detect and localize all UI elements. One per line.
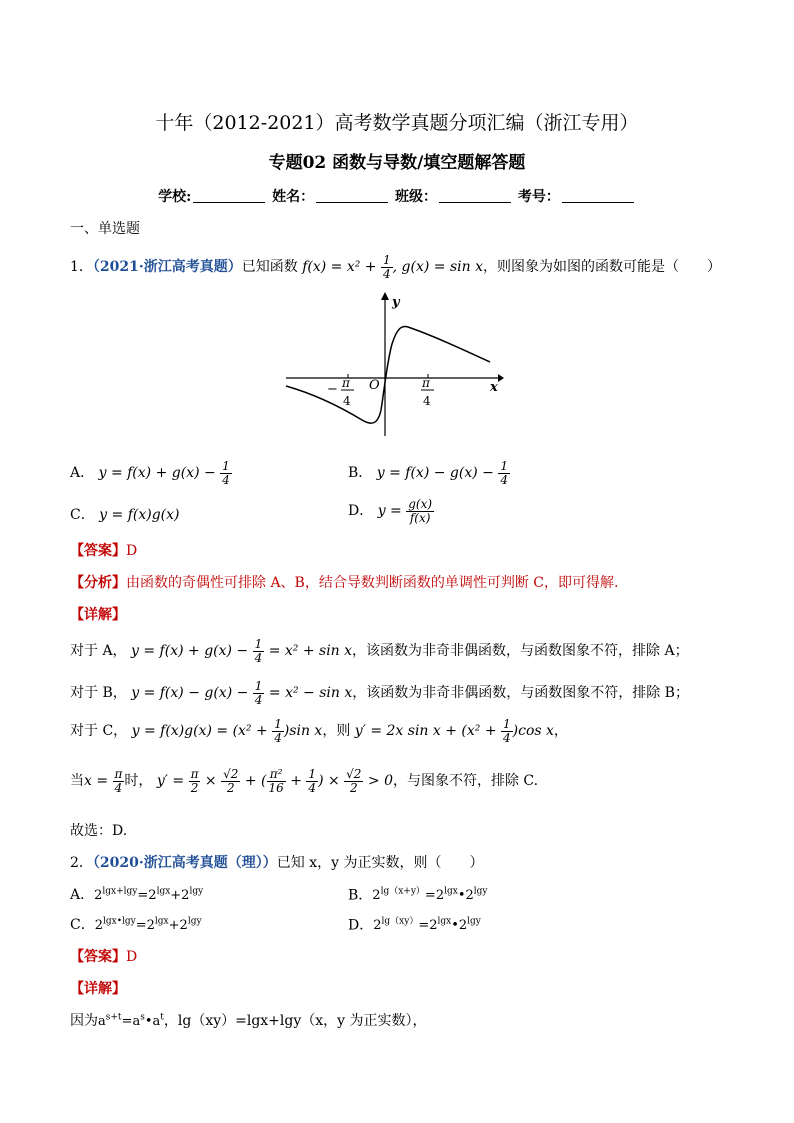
y-axis-label: y bbox=[392, 295, 400, 310]
q1-option-b[interactable]: B． y = f(x) − g(x) − $\frac{1}{4}$ bbox=[348, 459, 508, 487]
name-label: 姓名： bbox=[272, 189, 315, 205]
q2-option-d[interactable]: D．$2^{lg(xy)}=2^{lgx}•2^{lgy}$ bbox=[348, 917, 481, 934]
q1-functions-formula: f(x) = x² + $\frac{1}{4}$ , g(x) = sin x bbox=[302, 253, 483, 281]
id-blank[interactable] bbox=[562, 190, 634, 203]
x-axis-label: x bbox=[490, 380, 498, 395]
q2-answer: 【答案】D bbox=[70, 949, 138, 965]
q1-detail-when: 当x = $\frac{\pi}{4}$ 时， y′ = $\frac{\pi}{2}$ × $\frac{√2}{2}$ + ( $\frac{\text{π²}}{16}$ + $\frac{1}{4}$ ) × $\frac{√2}{2}$ > 0，与图象不符，排除 C. bbox=[70, 767, 539, 795]
q1-option-d[interactable]: D． y = $\frac{g(x)}{f(x)}$ bbox=[348, 497, 433, 525]
q1-option-c[interactable]: C． y = f(x)g(x) bbox=[70, 507, 180, 523]
page-subtitle: 专题02 函数与导数/填空题解答题 bbox=[268, 153, 526, 173]
tick-neg-pi: π bbox=[342, 376, 350, 390]
q1-source: （2021·浙江高考真题） bbox=[92, 259, 242, 276]
q1-analysis: 【分析】由函数的奇偶性可排除 A、B，结合导数判断函数的单调性可判断 C，即可得解. bbox=[70, 575, 619, 591]
q1-function-graph bbox=[284, 292, 504, 440]
q1-number: 1． bbox=[70, 259, 93, 276]
q1-answer: 【答案】D bbox=[70, 543, 138, 559]
q1-detail-b: 对于 B， y = f(x) − g(x) − $\frac{1}{4}$ = x² − sin x，该函数为非奇非偶函数，与函数图象不符，排除 B； bbox=[70, 679, 689, 707]
section-heading: 一、单选题 bbox=[70, 221, 140, 237]
school-blank[interactable] bbox=[193, 190, 265, 203]
q2-stem: 2．（2020·浙江高考真题（理））已知 x，y 为正实数，则（ ） bbox=[70, 855, 484, 871]
q2-option-a[interactable]: A．$2^{lgx+lgy}=2^{lgx}+2^{lgy}$ bbox=[70, 886, 204, 903]
tick-pos-pi: π bbox=[422, 376, 430, 390]
q1-conclusion: 故选：D. bbox=[70, 823, 128, 839]
id-label: 考号： bbox=[517, 189, 560, 205]
q2-explanation: 因为$a^{s+t}=a^s•a^t$，lg（xy）=lgx+lgy（x，y 为正实数）， bbox=[70, 1012, 427, 1029]
page-title: 十年（2012-2021）高考数学真题分项汇编（浙江专用） bbox=[155, 112, 639, 134]
y-axis-arrow bbox=[381, 292, 389, 300]
tick-pos-den: 4 bbox=[423, 394, 431, 408]
class-label: 班级： bbox=[395, 189, 438, 205]
student-info-row bbox=[0, 186, 794, 206]
name-blank[interactable] bbox=[316, 190, 388, 203]
tick-neg-den: 4 bbox=[343, 394, 351, 408]
q1-detail-heading: 【详解】 bbox=[70, 607, 126, 623]
q1-stem-text-a: 已知函数 bbox=[241, 259, 298, 276]
q1-stem-text-b: ，则图象为如图的函数可能是（ ） bbox=[482, 259, 721, 276]
class-blank[interactable] bbox=[439, 190, 511, 203]
school-label: 学校: bbox=[158, 189, 192, 205]
origin-label: O bbox=[369, 378, 380, 393]
q2-option-b[interactable]: B．$2^{lg(x+y)}=2^{lgx}•2^{lgy}$ bbox=[348, 887, 488, 904]
q1-detail-a: 对于 A， y = f(x) + g(x) − $\frac{1}{4}$ = x² + sin x，该函数为非奇非偶函数，与函数图象不符，排除 A； bbox=[70, 637, 689, 665]
q2-option-c[interactable]: C．$2^{lgx•lgy}=2^{lgx}+2^{lgy}$ bbox=[70, 916, 202, 933]
function-curve bbox=[286, 326, 490, 423]
q2-detail-heading: 【详解】 bbox=[70, 981, 126, 997]
q1-stem bbox=[70, 254, 721, 280]
tick-neg-minus: − bbox=[327, 382, 338, 397]
q1-detail-c: 对于 C， y = f(x)g(x) = (x² + $\frac{1}{4}$ )sin x，则 y′ = 2x sin x + (x² + $\frac{1}{4}$ )cos x， bbox=[70, 717, 568, 745]
q1-option-a[interactable]: A． y = f(x) + g(x) − $\frac{1}{4}$ bbox=[70, 459, 230, 487]
x-axis-arrow bbox=[498, 374, 504, 382]
